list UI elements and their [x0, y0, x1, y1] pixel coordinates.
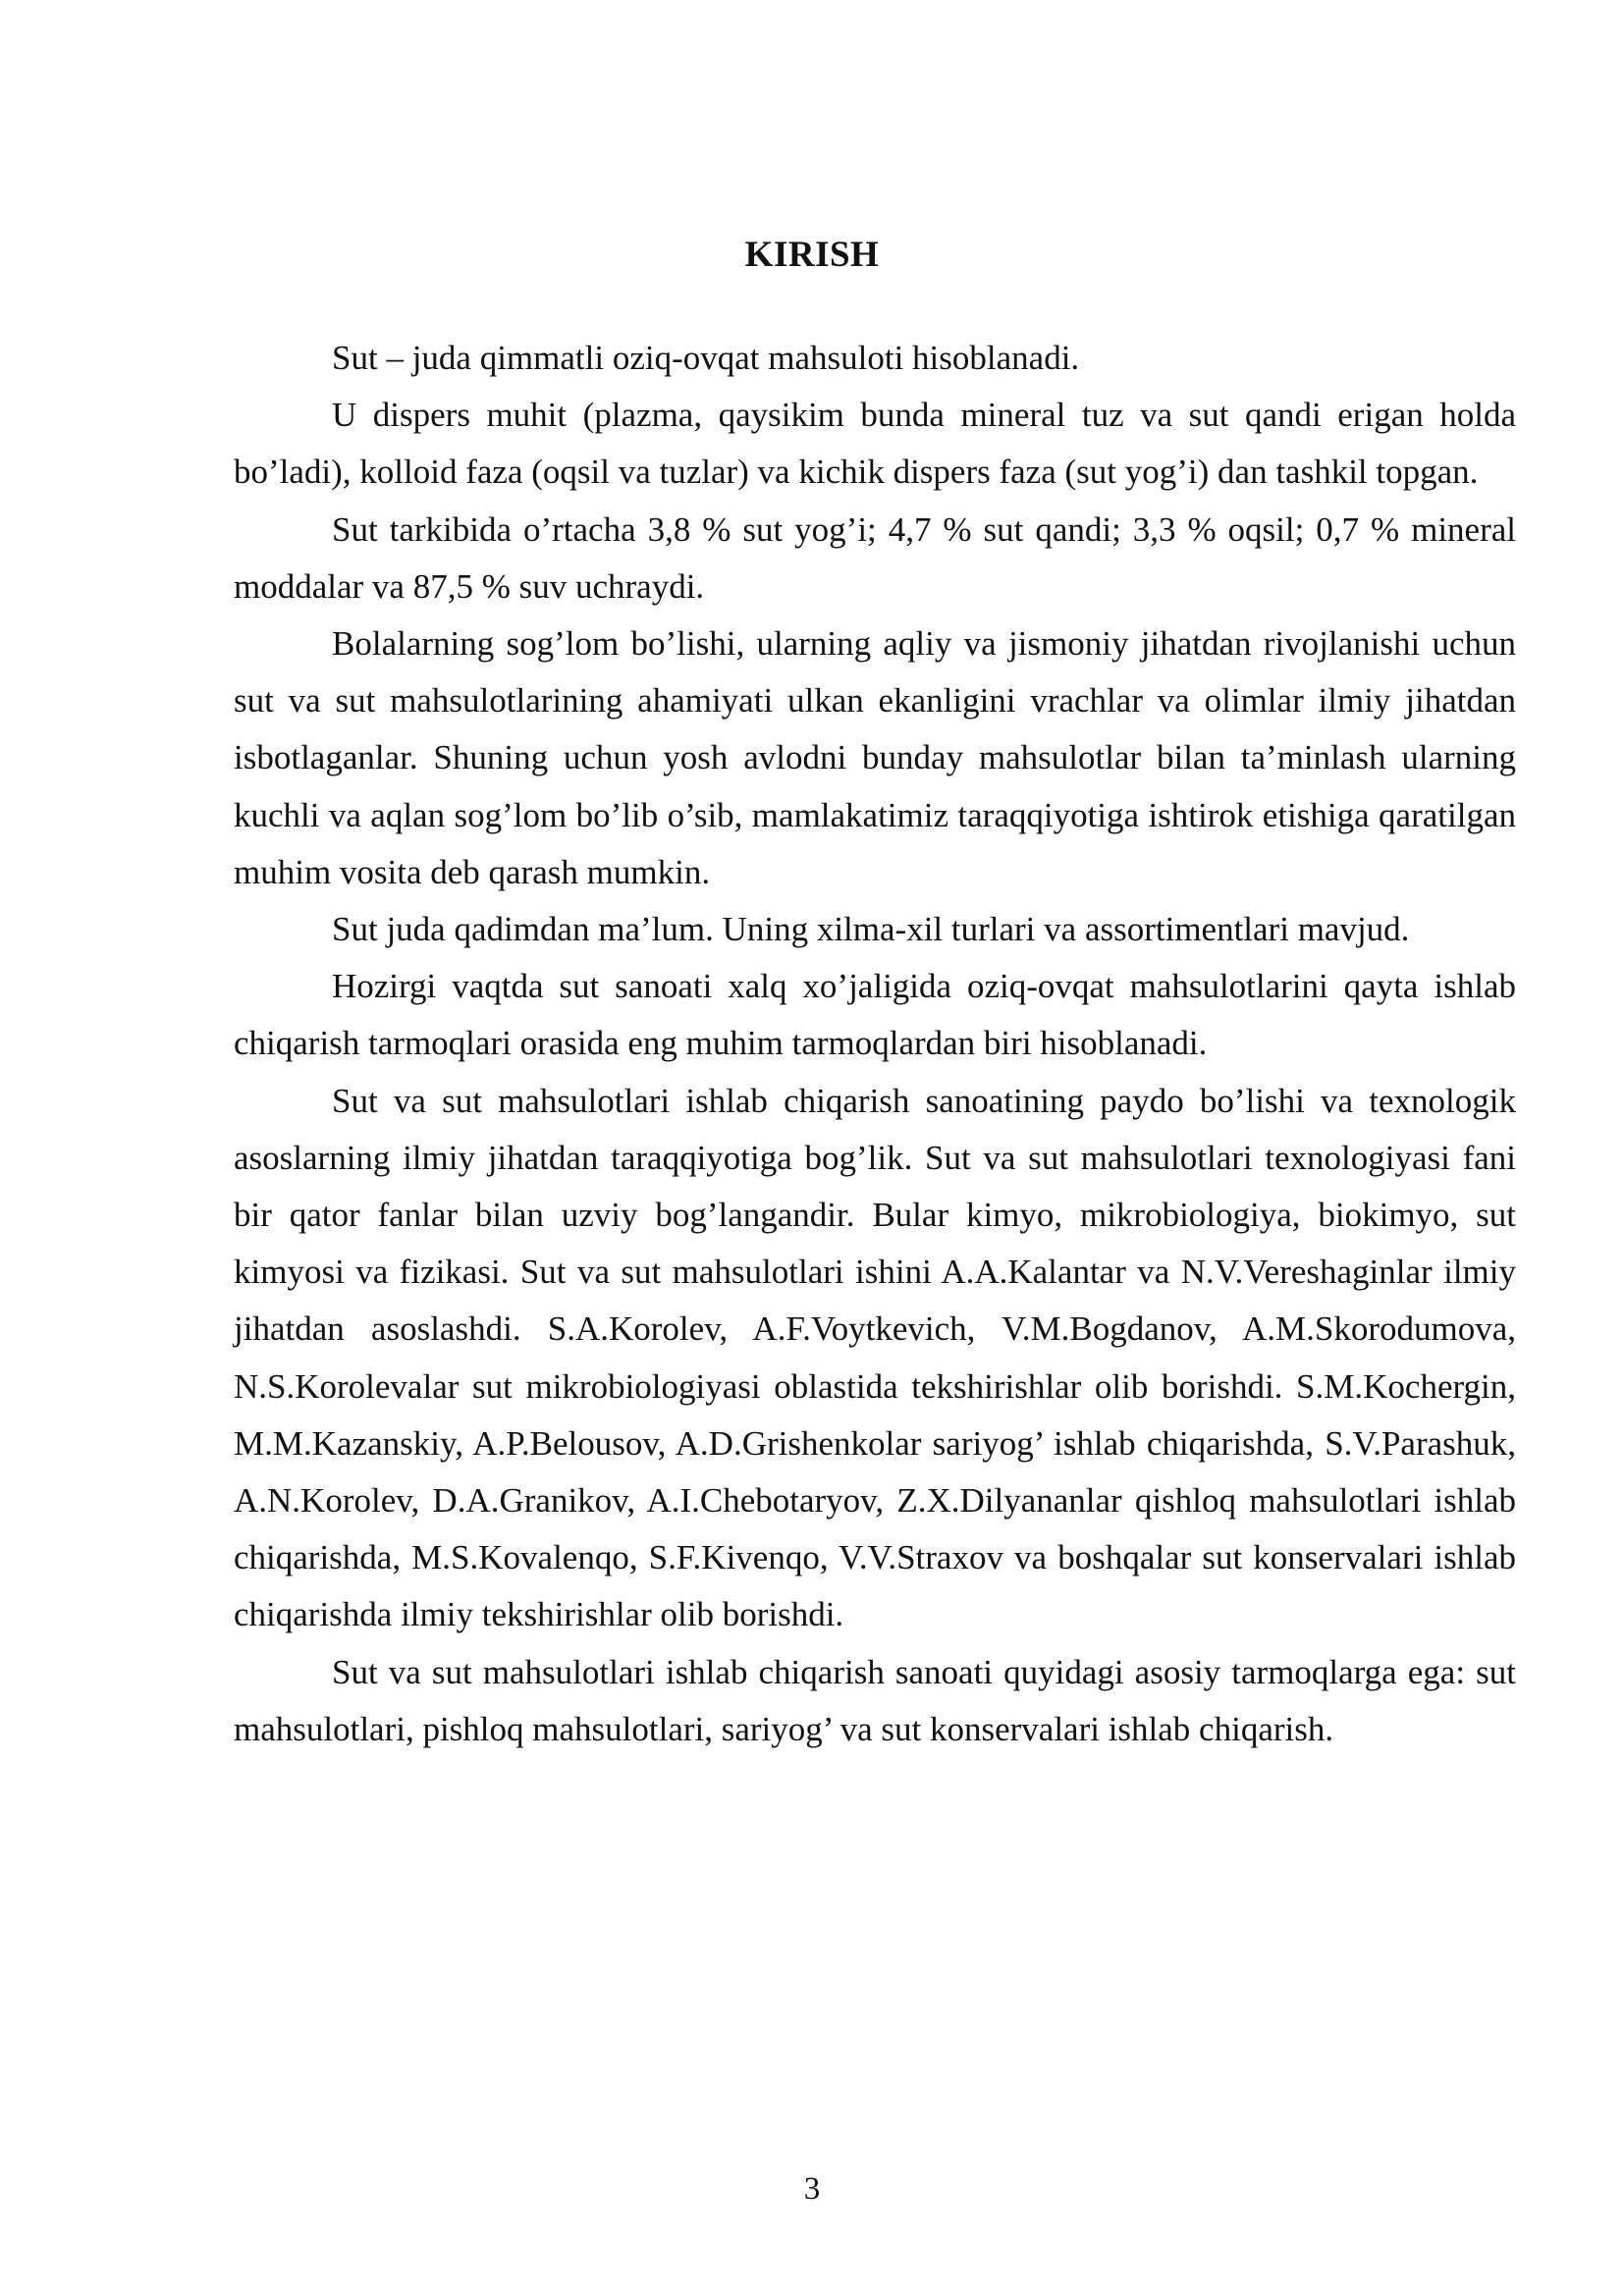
paragraph-7: Sut va sut mahsulotlari ishlab chiqarish sanoatining paydo bo’lishi va texnologik asoslarning ilmiy jihatdan taraqqiyotiga bog’lik. Sut va sut mahsulotlari texnologiyasi fani bir qator fanlar bilan uzviy bog’langandir. Bular kimyo, mikrobiologiya, biokimyo, sut kimyosi va fizikasi. Sut va sut mahsulotlari ishini A.A.Kalantar va N.V.Vereshaginlar ilmiy jihatdan asoslashdi. S.A.Korolev, A.F.Voytkevich, V.M.Bogdanov, A.M.Skorodumova, N.S.Korolevalar sut mikrobiologiyasi oblastida tekshirishlar olib borishdi. S.M.Kochergin, M.M.Kazanskiy, A.P.Belousov, A.D.Grishenkolar sariyog’ ishlab chiqarishda, S.V.Parashuk, A.N.Korolev, D.A.Granikov, A.I.Chebotaryov, Z.X.Dilyananlar qishloq mahsulotlari ishlab chiqarishda, M.S.Kovalenqo, S.F.Kivenqo, V.V.Straxov va boshqalar sut konservalari ishlab chiqarishda ilmiy tekshirishlar olib borishdi.	[234, 1081, 1516, 1634]
body-text	[234, 330, 1516, 1758]
paragraph-3: Sut tarkibida o’rtacha 3,8 % sut yog’i; 4,7 % sut qandi; 3,3 % oqsil; 0,7 % mineral moddalar va 87,5 % suv uchraydi.	[234, 509, 1516, 606]
page-title: KIRISH	[744, 235, 880, 275]
paragraph-6: Hozirgi vaqtda sut sanoati xalq xo’jaligida oziq-ovqat mahsulotlarini qayta ishlab chiqarish tarmoqlari orasida eng muhim tarmoqlardan biri hisoblanadi.	[234, 967, 1516, 1063]
paragraph-5: Sut juda qadimdan ma’lum. Uning xilma-xil turlari va assortimentlari mavjud.	[332, 910, 1410, 949]
page-number: 3	[803, 2171, 821, 2207]
paragraph-2: U dispers muhit (plazma, qaysikim bunda mineral tuz va sut qandi erigan holda bo’ladi), kolloid faza (oqsil va tuzlar) va kichik dispers faza (sut yog’i) dan tashkil topgan.	[234, 396, 1516, 492]
paragraph-4: Bolalarning sog’lom bo’lishi, ularning aqliy va jismoniy jihatdan rivojlanishi uchun sut va sut mahsulotlarining ahamiyati ulkan ekanligini vrachlar va olimlar ilmiy jihatdan isbotlaganlar. Shuning uchun yosh avlodni bunday mahsulotlar bilan ta’minlash ularning kuchli va aqlan sog’lom bo’lib o’sib, mamlakatimiz taraqqiyotiga ishtirok etishiga qaratilgan muhim vosita deb qarash mumkin.	[234, 624, 1516, 891]
paragraph-8: Sut va sut mahsulotlari ishlab chiqarish sanoati quyidagi asosiy tarmoqlarga ega: sut mahsulotlari, pishloq mahsulotlari, sariyog’ va sut konservalari ishlab chiqarish.	[234, 1652, 1516, 1748]
paragraph-1: Sut – juda qimmatli oziq-ovqat mahsuloti hisoblanadi.	[332, 339, 1080, 377]
